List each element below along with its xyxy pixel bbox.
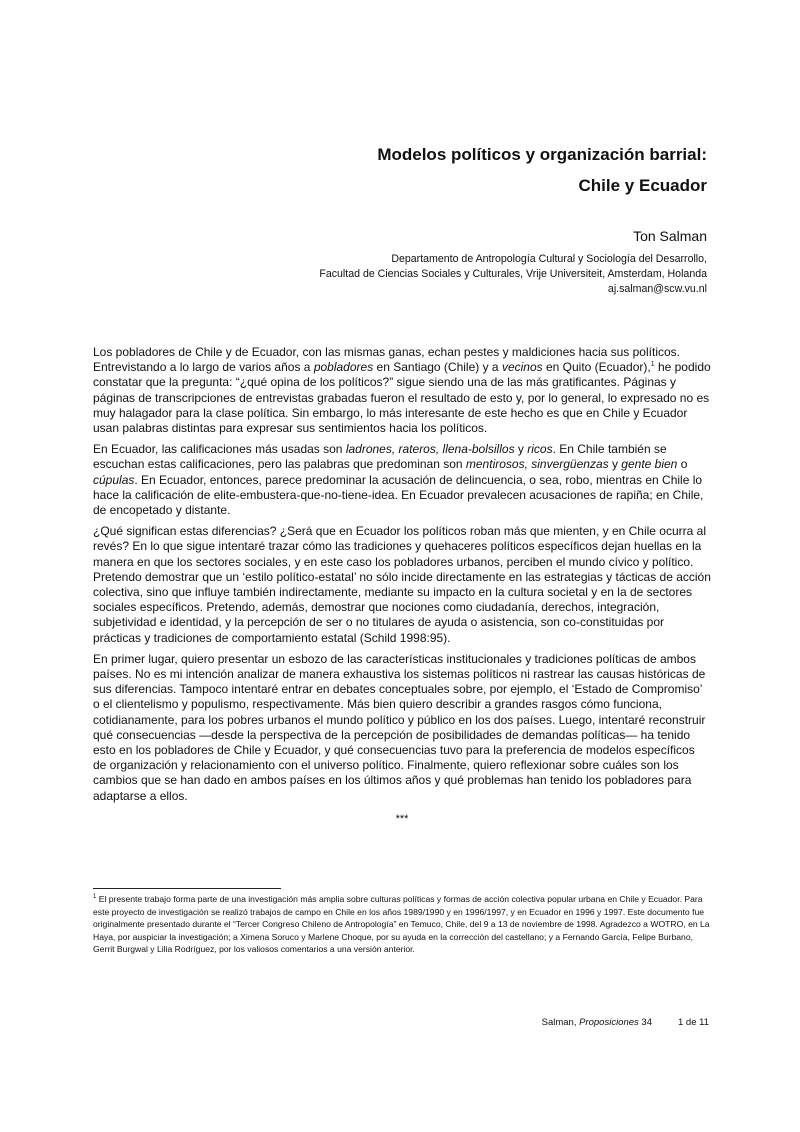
author-email: aj.salman@scw.vu.nl xyxy=(607,283,707,295)
paragraph-3: ¿Qué significan estas diferencias? ¿Será que en Ecuador los políticos roban más que mienten, y en Chile ocurra al revés? En lo que sigue intentaré trazar cómo las tradiciones y quehaceres políticos específicos dejan huellas en la manera en que los sectores sociales, y en este caso los pobladores urbanos, perciben el mundo cívico y político. Pretendo demostrar que un ‘estilo político-estatal’ no sólo incide directamente en las estrategias y tácticas de acción colectiva, sino que influye también indirectamente, mediante su impacto en la cultura societal y en la de sectores sociales específicos. Pretendo, además, demostrar que nociones como ciudadanía, derechos, integración, subjetividad e identidad, y la percepción de ser o no titulares de ayuda o asistencia, son co-constituidas por prácticas y tradiciones de comportamiento estatal (Schild 1998:95). xyxy=(93,524,711,645)
italic-term: cúpulas xyxy=(93,472,135,487)
page-number: 1 de 11 xyxy=(678,1017,709,1028)
footnote xyxy=(93,893,711,956)
footer-issue: 34 xyxy=(638,1017,652,1028)
paragraph-1 xyxy=(93,345,711,436)
text-run: y xyxy=(608,457,622,472)
section-separator: *** xyxy=(395,812,409,825)
text-run: Los pobladores de Chile y de Ecuador, con las mismas ganas, echan pestes y maldiciones hacia sus políticos. Entrevistando a lo largo de varios años a xyxy=(93,345,680,375)
text-run: en Quito (Ecuador), xyxy=(542,360,651,375)
footer-journal: Proposiciones xyxy=(579,1017,639,1028)
footer-author: Salman, xyxy=(541,1017,580,1028)
text-run: y xyxy=(514,442,528,457)
footnote-text: El presente trabajo forma parte de una investigación más amplia sobre culturas políticas y formas de acción colectiva popular urbana en Chile y Ecuador. Para este proyecto de investigación se realizó trabajos de campo en Chile en los años 1989/1990 y en 1996/1997, y en Ecuador en 1996 y 1997. Este documento fue originalmente presentado durante el “Tercer Congreso Chileno de Antropología” en Temuco, Chile, del 9 a 13 de noviembre de 1998. Agradezco a WOTRO, en La Haya, por auspiciar la investigación; a Ximena Soruco y Marlene Choque, por su ayuda en la corrección del castellano; y a Fernando García, Felipe Burbano, Gerrit Burgwal y Lilia Rodríguez, por los valiosos comentarios a una versión anterior. xyxy=(93,894,710,955)
paragraph-2 xyxy=(93,442,711,518)
text-run: En Ecuador, las calificaciones más usadas son xyxy=(93,442,346,457)
author-name: Ton Salman xyxy=(633,228,707,244)
paragraph-4: En primer lugar, quiero presentar un esbozo de las características institucionales y tradiciones políticas de ambos países. No es mi intención analizar de manera exhaustiva los sistemas políticos ni rastrear las causas históricas de sus diferencias. Tampoco intentaré entrar en debates conceptuales sobre, por ejemplo, el ‘Estado de Compromiso’ o el clientelismo y populismo, respectivamente. Más bien quiero describir a grandes rasgos cómo funciona, cotidianamente, para los pobres urbanos el mundo político y público en los dos países. Luego, intentaré reconstruir qué consecuencias —desde la perspectiva de la percepción de posibilidades de demandas políticas— ha tenido esto en los pobladores de Chile y Ecuador, y qué consecuencias tuvo para la preferencia de modelos específicos de organización y relacionamiento con el universo político. Finalmente, quiero reflexionar sobre cuáles son los cambios que se han dado en ambos países en los últimos años y qué problemas han tenido los pobladores para adaptarse a ellos. xyxy=(93,651,706,803)
body-text xyxy=(93,345,711,827)
text-run: . En Chile también se escuchan estas calificaciones, pero las palabras que predominan son xyxy=(93,442,667,472)
italic-term: ladrones, rateros, llena-bolsillos xyxy=(345,442,515,457)
page-title: Modelos políticos y organización barrial: xyxy=(377,145,707,164)
text-run: en Santiago (Chile) y a xyxy=(373,360,502,375)
footnote-divider xyxy=(93,888,281,889)
text-run: . En Ecuador, entonces, parece predominar la acusación de delincuencia, o sea, robo, mientras en Chile lo hace la calificación de elite-embustera-que-no-tiene-idea. En Ecuador prevalecen acusaciones de rapiña; en Chile, de encopetado y distante. xyxy=(93,472,704,518)
page-subtitle: Chile y Ecuador xyxy=(578,176,707,195)
affiliation-faculty: Facultad de Ciencias Sociales y Culturales, Vrije Universiteit, Amsterdam, Holanda xyxy=(319,268,707,280)
text-run: he podido constatar que la pregunta: “¿qué opina de los políticos?” sigue siendo una de las más gratificantes. Páginas y páginas de transcripciones de entrevistas grabadas fueron el resultado de esto y, por lo general, lo expresado no es muy halagador para la clase política. Sin embargo, lo más interesante de este hecho es que en Chile y Ecuador usan palabras distintas para expresar sus sentimientos hacia los políticos. xyxy=(93,360,711,436)
footnote-marker: 1 xyxy=(650,361,655,369)
italic-term: vecinos xyxy=(501,360,543,375)
page-footer xyxy=(542,1017,709,1028)
italic-term: ricos xyxy=(527,442,553,457)
affiliation xyxy=(147,252,707,297)
footnote-number: 1 xyxy=(93,894,97,901)
text-run: o xyxy=(677,457,688,472)
affiliation-department: Departamento de Antropología Cultural y Sociología del Desarrollo, xyxy=(391,253,707,265)
italic-term: gente bien xyxy=(621,457,678,472)
italic-term: pobladores xyxy=(313,360,374,375)
italic-term: mentirosos, sinvergüenzas xyxy=(465,457,609,472)
